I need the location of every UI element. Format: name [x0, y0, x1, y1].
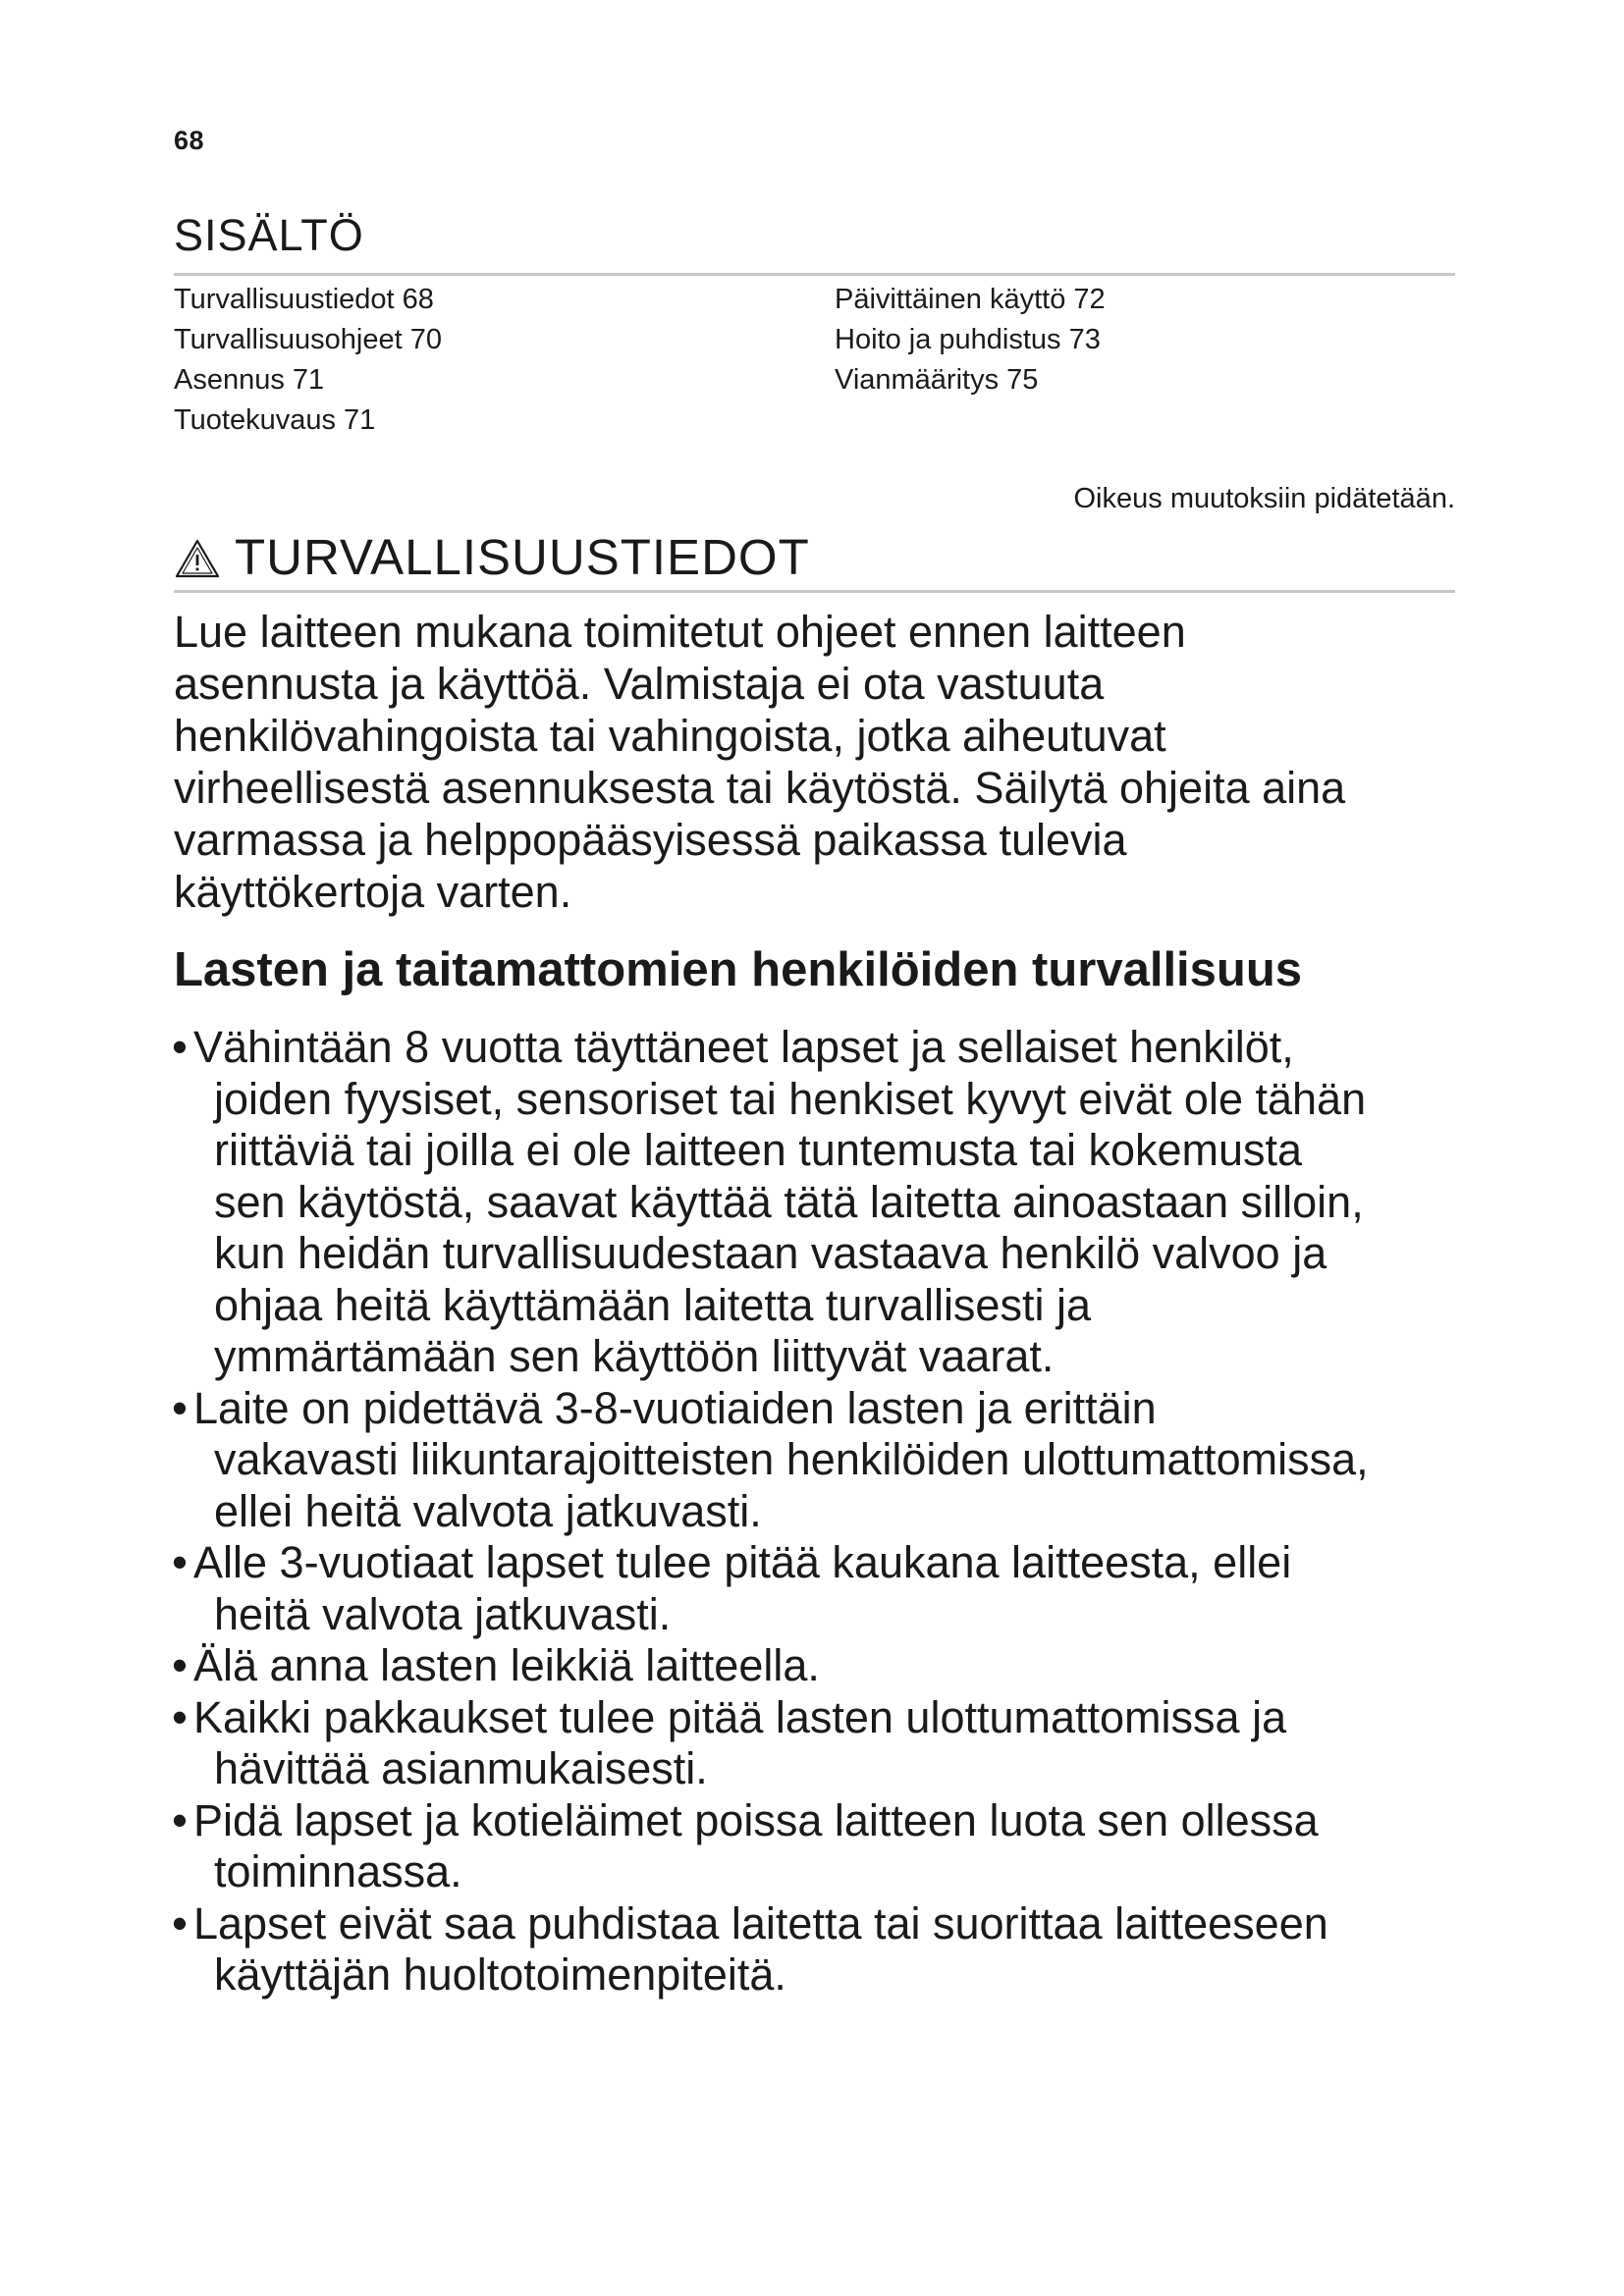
toc-entry[interactable]: Tuotekuvaus 71	[174, 404, 376, 436]
disclaimer: Oikeus muutoksiin pidätetään.	[1073, 483, 1455, 514]
list-item-line: ellei heitä valvota jatkuvasti.	[214, 1485, 762, 1536]
toc-entry[interactable]: Vianmääritys 75	[835, 364, 1039, 396]
list-item-line: hävittää asianmukaisesti.	[214, 1743, 708, 1793]
list-item-line: ymmärtämään sen käyttöön liittyvät vaarat.	[214, 1331, 1055, 1381]
list-item-line: Pidä lapset ja kotieläimet poissa laitteen luota sen ollessa	[193, 1794, 1319, 1845]
list-item-line: toiminnassa.	[214, 1846, 462, 1896]
toc-left-column	[174, 280, 442, 441]
bullet-dot: •	[172, 1022, 188, 1072]
intro-line: asennusta ja käyttöä. Valmistaja ei ota vastuuta	[174, 659, 1105, 709]
children-safety-list	[170, 1022, 1476, 2002]
page-number: 68	[174, 126, 205, 155]
bullet-dot: •	[172, 1640, 188, 1690]
list-item	[170, 1898, 1476, 2002]
toc-entry[interactable]: Asennus 71	[174, 364, 325, 396]
toc-title: SISÄLTÖ	[174, 210, 364, 260]
toc-divider	[174, 273, 1455, 276]
warning-triangle-icon	[174, 538, 221, 579]
toc-right-column	[835, 280, 1106, 400]
intro-line: varmassa ja helppopääsyisessä paikassa tulevia	[174, 815, 1127, 865]
intro-line: Lue laitteen mukana toimitetut ohjeet ennen laitteen	[174, 607, 1186, 657]
toc-entry[interactable]: Turvallisuustiedot 68	[174, 284, 434, 315]
list-item	[170, 1383, 1476, 1538]
list-item-line: sen käytöstä, saavat käyttää tätä laitetta ainoastaan silloin,	[214, 1176, 1364, 1227]
list-item-line: Lapset eivät saa puhdistaa laitetta tai suorittaa laitteeseen	[193, 1897, 1328, 1949]
bullet-dot: •	[172, 1382, 188, 1433]
toc-entry[interactable]: Päivittäinen käyttö 72	[835, 284, 1106, 315]
list-item-line: Älä anna lasten leikkiä laitteella.	[193, 1640, 820, 1690]
list-item-line: vakavasti liikuntarajoitteisten henkilöiden ulottumattomissa,	[214, 1434, 1369, 1484]
list-item-line: käyttäjän huoltotoimenpiteitä.	[214, 1949, 786, 2000]
list-item-line: Laite on pidettävä 3-8-vuotiaiden lasten ja erittäin	[193, 1382, 1157, 1433]
bullet-dot: •	[172, 1897, 188, 1949]
toc-entry[interactable]: Hoito ja puhdistus 73	[835, 324, 1101, 355]
list-item	[170, 1537, 1476, 1640]
list-item-line: ohjaa heitä käyttämään laitetta turvallisesti ja	[214, 1279, 1091, 1330]
list-item-line: kun heidän turvallisuudestaan vastaava henkilö valvoo ja	[214, 1228, 1327, 1278]
bullet-dot: •	[172, 1794, 188, 1845]
list-item-line: Vähintään 8 vuotta täyttäneet lapset ja sellaiset henkilöt,	[193, 1022, 1294, 1072]
safety-title-text: TURVALLISUUSTIEDOT	[235, 529, 810, 585]
intro-line: virheellisestä asennuksesta tai käytöstä. Säilytä ohjeita aina	[174, 763, 1346, 813]
list-item-line: riittäviä tai joilla ei ole laitteen tuntemusta tai kokemusta	[214, 1125, 1303, 1175]
list-item-line: Alle 3-vuotiaat lapset tulee pitää kaukana laitteesta, ellei	[193, 1537, 1292, 1587]
safety-intro-paragraph	[174, 606, 1470, 918]
list-item-line: Kaikki pakkaukset tulee pitää lasten ulottumattomissa ja	[193, 1691, 1287, 1742]
list-item	[170, 1795, 1476, 1898]
list-item-line: heitä valvota jatkuvasti.	[214, 1588, 672, 1639]
toc-entry[interactable]: Turvallisuusohjeet 70	[174, 324, 442, 355]
safety-section-title	[174, 528, 810, 586]
safety-divider	[174, 590, 1455, 593]
list-item	[170, 1692, 1476, 1795]
list-item	[170, 1640, 1476, 1692]
children-safety-heading: Lasten ja taitamattomien henkilöiden turvallisuus	[174, 943, 1303, 996]
bullet-dot: •	[172, 1537, 188, 1587]
list-item-line: joiden fyysiset, sensoriset tai henkiset kyvyt eivät ole tähän	[214, 1073, 1367, 1124]
intro-line: henkilövahingoista tai vahingoista, jotka aiheutuvat	[174, 711, 1166, 761]
list-item	[170, 1022, 1476, 1383]
intro-line: käyttökertoja varten.	[174, 867, 572, 917]
bullet-dot: •	[172, 1691, 188, 1742]
